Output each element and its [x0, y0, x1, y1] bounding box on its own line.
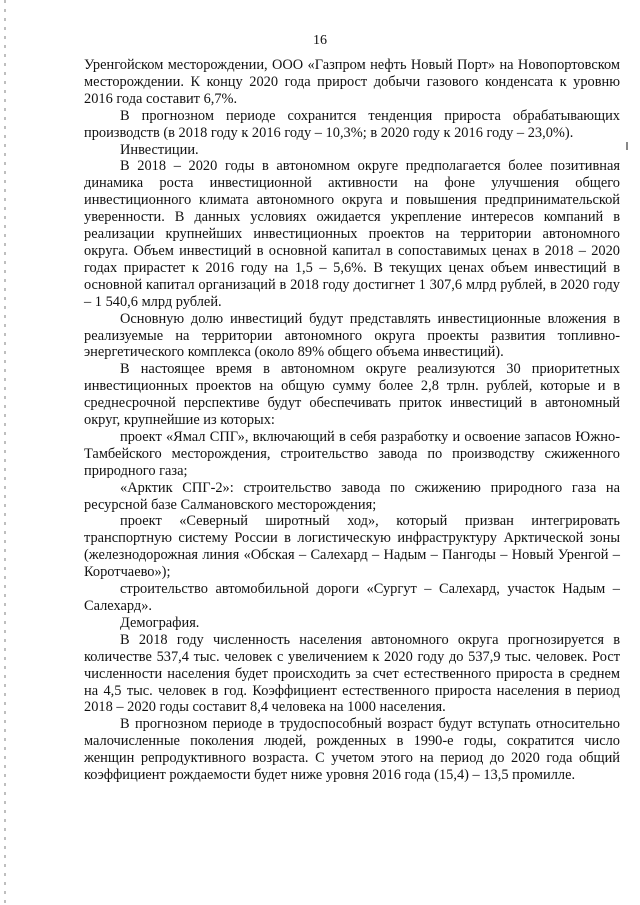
- page-number: 16: [313, 33, 327, 48]
- list-item-surgut-salekhard-road: строительство автомобильной дороги «Сургут – Салехард, участок Надым – Салехард».: [84, 581, 620, 614]
- section-heading-investments: Инвестиции.: [120, 141, 199, 158]
- scan-binding-edge: [4, 0, 6, 905]
- paragraph-birth-rate: В прогнозном периоде в трудоспособный возраст будут вступать относительно малочисленные поколения людей, рожденных в 1990-е годы, сократится число женщин репродуктивного возраста. С учетом этого на период до 2020 года общий коэффициент рождаемости будет ниже уровня 2016 года (15,4) – 13,5 промилле.: [84, 716, 620, 784]
- paragraph-condensate-production: Уренгойском месторождении, ООО «Газпром нефть Новый Порт» на Новопортовском месторождении. К концу 2020 года прирост добычи газового конденсата к уровню 2016 года составит 6,7%.: [84, 57, 620, 107]
- document-body: [84, 57, 620, 784]
- paragraph-manufacturing-growth: В прогнозном периоде сохранится тенденция прироста обрабатывающих производств (в 2018 году к 2016 году – 10,3%; в 2020 году к 2016 году – 23,0%).: [84, 107, 620, 141]
- list-item-yamal-lng: проект «Ямал СПГ», включающий в себя разработку и освоение запасов Южно-Тамбейского месторождения, строительство завода по производству сжиженного природного газа;: [84, 428, 620, 479]
- scan-speck: [626, 142, 628, 150]
- section-heading-demography: Демография.: [120, 614, 200, 631]
- paragraph-population-forecast: В 2018 году численность населения автономного округа прогнозируется в количестве 537,4 тыс. человек с увеличением к 2020 году до 537,9 тыс. человек. Рост численности населения будет происходить за счет естественного прироста в среднем на 4,5 тыс. человек в год. Коэффициент естественного прироста населения в период 2018 – 2020 годы составит 8,4 человека на 1000 населения.: [84, 631, 620, 716]
- paragraph-investment-dynamics: В 2018 – 2020 годы в автономном округе предполагается более позитивная динамика роста инвестиционной активности на фоне улучшения общего инвестиционного климата автономного округа и повышения предпринимательской уверенности. В данных условиях ожидается укрепление интересов компаний в реализации крупнейших инвестиционных проектов на территории автономного округа. Объем инвестиций в основной капитал в сопоставимых ценах в 2018 – 2020 годах прирастет к 2016 году на 1,5 – 5,6%. В текущих ценах объем инвестиций в основной капитал организаций в 2018 году достигнет 1 307,6 млрд рублей, в 2020 году – 1 540,6 млрд рублей.: [84, 158, 620, 310]
- list-item-northern-latitudinal-railway: проект «Северный широтный ход», который призван интегрировать транспортную систему России в логистическую инфраструктуру Арктической зоны (железнодорожная линия «Обская – Салехард – Надым – Пангоды – Новый Уренгой – Коротчаево»);: [84, 513, 620, 581]
- list-item-arctic-lng-2: «Арктик СПГ-2»: строительство завода по сжижению природного газа на ресурсной базе Салмановского месторождения;: [84, 479, 620, 513]
- paragraph-investment-share: Основную долю инвестиций будут представлять инвестиционные вложения в реализуемые на территории автономного округа проекты развития топливно-энергетического комплекса (около 89% общего объема инвестиций).: [84, 310, 620, 361]
- paragraph-priority-projects: В настоящее время в автономном округе реализуются 30 приоритетных инвестиционных проектов на общую сумму более 2,8 трлн. рублей, которые и в среднесрочной перспективе будут обеспечивать приток инвестиций в автономный округ, крупнейшие из которых:: [84, 361, 620, 429]
